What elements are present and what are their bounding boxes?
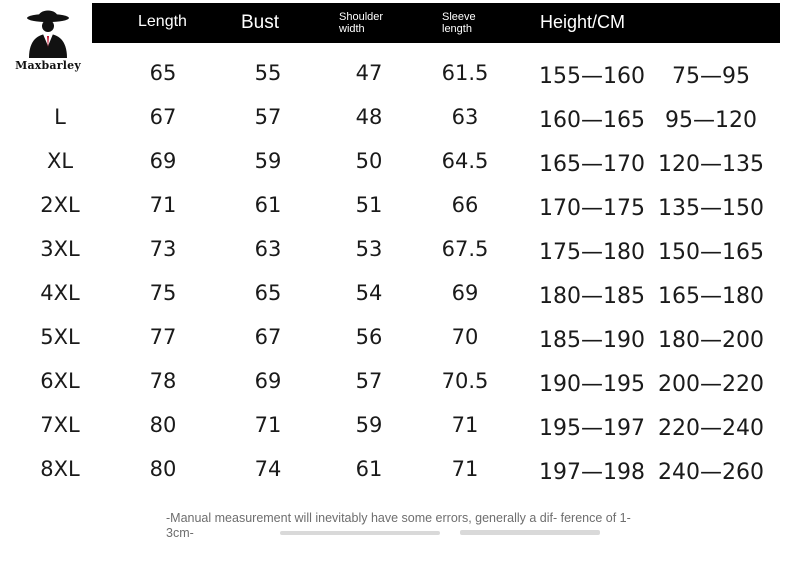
cell-weight: 120—135 (658, 152, 764, 177)
header-height: Height/CM (540, 12, 626, 32)
cell-size: 7XL (40, 413, 80, 437)
table-row (0, 141, 790, 185)
cell-height: 190—195 (539, 372, 645, 397)
cell-size: 6XL (40, 369, 80, 393)
header-shoulder-line1: Shoulder (339, 11, 384, 23)
cell-bust: 67 (254, 325, 282, 349)
cell-shoulder: 48 (355, 105, 383, 129)
cell-size: 5XL (40, 325, 80, 349)
faded-text-smudge (280, 531, 440, 535)
cell-weight: 165—180 (658, 284, 764, 309)
cell-height: 185—190 (539, 328, 645, 353)
table-row (0, 449, 790, 493)
cell-shoulder: 51 (355, 193, 383, 217)
table-row (0, 361, 790, 405)
cell-weight: 220—240 (658, 416, 764, 441)
cell-weight: 200—220 (658, 372, 764, 397)
table-row (0, 97, 790, 141)
brand-name: Maxbarley (15, 59, 81, 72)
header-sleeve-line2: length (442, 23, 472, 35)
cell-shoulder: 50 (355, 149, 383, 173)
cell-length: 77 (149, 325, 177, 349)
table-row (0, 273, 790, 317)
cell-weight: 150—165 (658, 240, 764, 265)
cell-bust: 61 (254, 193, 282, 217)
cell-sleeve: 67.5 (441, 237, 489, 261)
cell-shoulder: 61 (355, 457, 383, 481)
cell-height: 155—160 (539, 64, 645, 89)
cell-height: 195—197 (539, 416, 645, 441)
table-row (0, 229, 790, 273)
table-row (0, 405, 790, 449)
cell-bust: 55 (254, 61, 282, 85)
cell-bust: 69 (254, 369, 282, 393)
cell-length: 80 (149, 457, 177, 481)
cell-length: 75 (149, 281, 177, 305)
cell-length: 65 (149, 61, 177, 85)
cell-length: 67 (149, 105, 177, 129)
cell-shoulder: 47 (355, 61, 383, 85)
cell-shoulder: 54 (355, 281, 383, 305)
cell-bust: 65 (254, 281, 282, 305)
cell-bust: 59 (254, 149, 282, 173)
cell-sleeve: 61.5 (441, 61, 489, 85)
cell-bust: 57 (254, 105, 282, 129)
cell-weight: 180—200 (658, 328, 764, 353)
measurement-note: -Manual measurement will inevitably have some errors, generally a dif- ference of 1-3cm- (166, 511, 631, 540)
cell-height: 170—175 (539, 196, 645, 221)
cell-weight: 75—95 (672, 64, 750, 89)
cell-size: XL (46, 149, 74, 173)
cell-sleeve: 63 (451, 105, 479, 129)
table-row (0, 53, 790, 97)
cell-height: 180—185 (539, 284, 645, 309)
cell-sleeve: 70.5 (441, 369, 489, 393)
header-shoulder-width (339, 11, 383, 35)
cell-weight: 95—120 (665, 108, 757, 133)
hat-figure-icon (26, 6, 70, 58)
header-bust: Bust (241, 12, 280, 33)
header-sleeve-length (442, 11, 476, 35)
header-sleeve-line1: Sleeve (442, 11, 476, 23)
cell-length: 73 (149, 237, 177, 261)
cell-sleeve: 64.5 (441, 149, 489, 173)
cell-weight: 135—150 (658, 196, 764, 221)
cell-bust: 63 (254, 237, 282, 261)
cell-height: 197—198 (539, 460, 645, 485)
cell-size: 3XL (40, 237, 80, 261)
cell-size: 2XL (40, 193, 80, 217)
cell-length: 78 (149, 369, 177, 393)
table-row (0, 317, 790, 361)
cell-sleeve: 66 (451, 193, 479, 217)
header-length: Length (138, 13, 187, 30)
cell-height: 165—170 (539, 152, 645, 177)
size-table-body (0, 53, 790, 493)
cell-sleeve: 71 (451, 413, 479, 437)
cell-size: L (54, 105, 66, 129)
cell-size: 8XL (40, 457, 80, 481)
cell-shoulder: 56 (355, 325, 383, 349)
cell-bust: 71 (254, 413, 282, 437)
cell-sleeve: 70 (451, 325, 479, 349)
table-header-bar (92, 3, 780, 43)
cell-sleeve: 69 (451, 281, 479, 305)
cell-shoulder: 59 (355, 413, 383, 437)
cell-bust: 74 (254, 457, 282, 481)
cell-length: 71 (149, 193, 177, 217)
cell-height: 175—180 (539, 240, 645, 265)
table-row (0, 185, 790, 229)
cell-size: 4XL (40, 281, 80, 305)
cell-length: 69 (149, 149, 177, 173)
cell-length: 80 (149, 413, 177, 437)
cell-shoulder: 53 (355, 237, 383, 261)
cell-height: 160—165 (539, 108, 645, 133)
header-shoulder-line2: width (339, 23, 365, 35)
cell-weight: 240—260 (658, 460, 764, 485)
faded-text-smudge (460, 530, 600, 535)
cell-shoulder: 57 (355, 369, 383, 393)
cell-sleeve: 71 (451, 457, 479, 481)
